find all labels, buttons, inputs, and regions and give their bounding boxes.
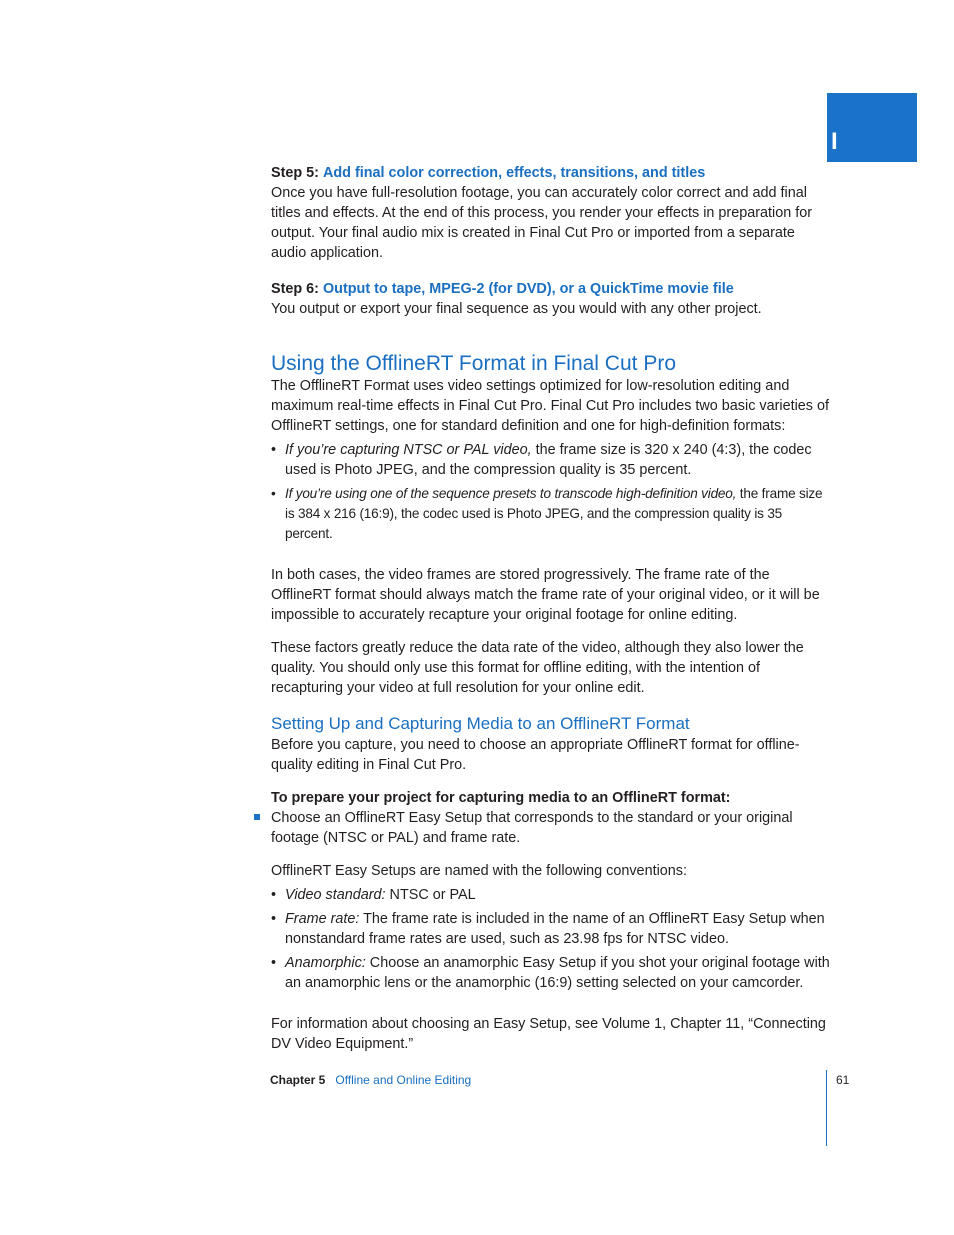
bullet-text: the frame size is 320 x 240 (4:3), the codec used is Photo JPEG, and the compression quality is 35 percent.: [285, 442, 812, 478]
bullet-text: Choose an anamorphic Easy Setup if you shot your original footage with an anamorphic lens or the anamorphic (16:9) setting selected on your camcorder.: [285, 955, 830, 991]
format-bullets: [271, 440, 831, 544]
bullet-lead: Anamorphic:: [285, 955, 366, 971]
list-item: • Frame rate: The frame rate is included in the name of an OfflineRT Easy Setup when nonstandard frame rates are used, such as 23.98 fps for NTSC video.: [271, 911, 825, 947]
page-footer: [270, 1072, 471, 1088]
list-item: • If you’re using one of the sequence presets to transcode high-definition video, the frame size is 384 x 216 (16:9), the codec used is Photo JPEG, and the compression quality is 35 percent.: [271, 486, 823, 541]
subsection-intro: Before you capture, you need to choose an appropriate OfflineRT format for offline-quality editing in Final Cut Pro.: [271, 737, 800, 773]
step-6-label: Step 6:: [271, 281, 319, 297]
chapter-tab: [827, 93, 917, 162]
page-number: 61: [836, 1073, 850, 1087]
list-item: • Video standard: NTSC or PAL: [271, 887, 476, 903]
step-5-label: Step 5:: [271, 165, 319, 181]
bullet-lead: Video standard:: [285, 887, 386, 903]
bullet-text: The frame rate is included in the name of an OfflineRT Easy Setup when nonstandard frame rates are used, such as 23.98 fps for NTSC video.: [285, 911, 825, 947]
subsection-heading: Setting Up and Capturing Media to an OfflineRT Format: [271, 714, 690, 733]
footer-divider: [826, 1070, 827, 1146]
section-para-1: In both cases, the video frames are stored progressively. The frame rate of the OfflineRT format should always match the frame rate of your original video, or it will be impossible to accurately recapture your original footage for online editing.: [271, 567, 820, 623]
footer-chapter-title: Offline and Online Editing: [335, 1073, 472, 1087]
procedure-heading: To prepare your project for capturing media to an OfflineRT format:: [271, 790, 731, 806]
square-bullet-icon: [254, 814, 260, 820]
page-content: [271, 160, 831, 1054]
step-5-title: Add final color correction, effects, transitions, and titles: [322, 165, 706, 181]
bullet-text: the frame size is 384 x 216 (16:9), the codec used is Photo JPEG, and the compression quality is 35 percent.: [285, 486, 823, 541]
closing-paragraph: For information about choosing an Easy Setup, see Volume 1, Chapter 11, “Connecting DV Video Equipment.”: [271, 1016, 826, 1052]
action-text: Choose an OfflineRT Easy Setup that corresponds to the standard or your original footage (NTSC or PAL) and frame rate.: [271, 810, 793, 846]
step-6-title: Output to tape, MPEG-2 (for DVD), or a QuickTime movie file: [322, 281, 734, 297]
list-item: • If you’re capturing NTSC or PAL video, the frame size is 320 x 240 (4:3), the codec used is Photo JPEG, and the compression quality is 35 percent.: [271, 442, 812, 478]
section-para-2: These factors greatly reduce the data rate of the video, although they also lower the quality. You should only use this format for offline editing, with the intention of recapturing your video at full resolution for your online edit.: [271, 640, 804, 696]
bullet-lead: If you’re capturing NTSC or PAL video,: [285, 442, 532, 458]
step-6: [271, 279, 831, 299]
action-step: [271, 808, 831, 848]
bullet-lead: Frame rate:: [285, 911, 360, 927]
conventions-intro: OfflineRT Easy Setups are named with the following conventions:: [271, 863, 687, 879]
step-6-body: You output or export your final sequence as you would with any other project.: [271, 301, 762, 317]
section-heading: Using the OfflineRT Format in Final Cut Pro: [271, 352, 676, 375]
section-intro: The OfflineRT Format uses video settings optimized for low-resolution editing and maximum real-time effects in Final Cut Pro. Final Cut Pro includes two basic varieties of OfflineRT settings, one for standard definition and one for high-definition formats:: [271, 378, 829, 434]
step-5-body: Once you have full-resolution footage, you can accurately color correct and add final titles and effects. At the end of this process, you render your effects in preparation for output. Your final audio mix is created in Final Cut Pro or imported from a separate audio application.: [271, 185, 813, 261]
list-item: • Anamorphic: Choose an anamorphic Easy Setup if you shot your original footage with an anamorphic lens or the anamorphic (16:9) setting selected on your camcorder.: [271, 955, 830, 991]
step-5: [271, 163, 831, 183]
footer-chapter: Chapter 5: [270, 1073, 326, 1087]
bullet-lead: If you’re using one of the sequence presets to transcode high-definition video,: [285, 486, 737, 501]
chapter-tab-glyph: I: [831, 128, 838, 155]
bullet-text: NTSC or PAL: [385, 887, 476, 903]
convention-bullets: [271, 885, 831, 993]
